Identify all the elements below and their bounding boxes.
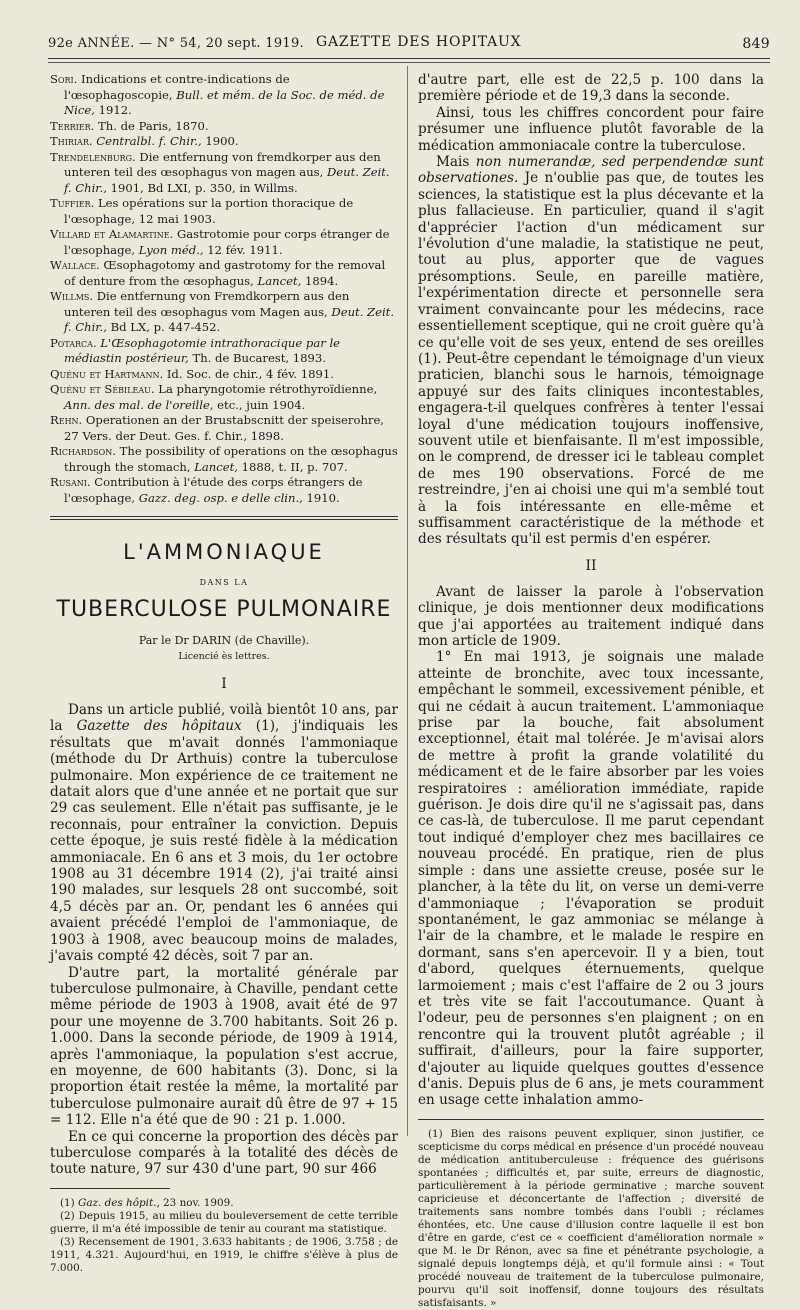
reference-author: Tuffier. [50, 196, 95, 210]
reference-source: Ann. des mal. de l'oreille, [64, 397, 214, 412]
left-footnotes [50, 1197, 398, 1275]
paragraph-text: Avant de laisser la parole à l'observation clinique, je dois mentionner deux modifications que j'ai apportées au traitement indiqué dans mon article de 1909. [418, 583, 764, 649]
reference-source: Lancet, [194, 459, 238, 474]
paragraph-italic: non numerandæ, sed perpendendæ sunt observationes. [418, 154, 765, 187]
reference-author: Terrier. [50, 118, 95, 133]
reference-entry [50, 367, 398, 383]
reference-entry [50, 227, 398, 258]
paragraph [50, 1129, 398, 1178]
paragraph-text: Ainsi, tous les chiffres concordent pour faire présumer une influence plutôt favorable de la médication ammoniacale contre la tuberculose. [418, 104, 764, 154]
reference-author: Sori. [50, 72, 78, 86]
reference-source: Lyon méd., [138, 242, 204, 257]
reference-text: Operationen an der Brustabscnitt der speiserohre, 27 Vers. der Deut. Ges. f. Chir., 1898. [64, 413, 384, 443]
author-credential: Licencié ès lettres. [178, 651, 270, 662]
reference-tail: 1888, t. II, p. 707. [237, 459, 348, 474]
reference-entry [50, 444, 398, 475]
reference-text: Contribution à l'étude des corps étrangers de l'œsophage, [64, 475, 363, 505]
reference-entry [50, 258, 398, 289]
footnote [50, 1236, 398, 1275]
reference-entry [50, 134, 398, 150]
reference-entry [50, 289, 398, 336]
paragraph [418, 584, 764, 650]
paragraph-text: (2) Depuis 1915, au milieu du bouleversement de cette terrible guerre, il m'a été impossible de tenir au courant ma statistique. [50, 1209, 398, 1235]
author-byline: Par le Dr DARIN (de Chaville). [138, 634, 310, 647]
reference-entry [50, 413, 398, 444]
reference-author: Rehn. [50, 413, 83, 427]
page-header [48, 28, 770, 58]
footnote-rule-right [418, 1119, 764, 1120]
reference-text: Th. de Paris, 1870. [94, 118, 209, 133]
reference-source: Lancet, [257, 273, 302, 288]
reference-entry [50, 336, 398, 367]
paragraph-text: Dans un article publié, voilà bientôt 10 ans, par la [50, 702, 398, 735]
paragraph [418, 105, 764, 154]
article-heading [50, 540, 398, 692]
reference-tail: 1901, Bd LXI, p. 350, in Willms. [106, 180, 298, 195]
footnote-rule [50, 1188, 170, 1189]
section-heading-2: II [585, 557, 597, 574]
right-body-bottom [418, 584, 764, 1109]
reference-entry [50, 196, 398, 227]
paragraph [50, 965, 398, 1129]
footnote [50, 1210, 398, 1236]
reference-tail: Th. de Bucarest, 1893. [188, 351, 326, 365]
left-column [50, 72, 398, 1275]
reference-source: Gazz. deg. osp. e delle clin., [138, 490, 303, 505]
article-subtitle: TUBERCULOSE PULMONAIRE [56, 597, 392, 622]
paragraph-text: d'autre part, elle est de 22,5 p. 100 dans la première période et de 19,3 dans la seconde. [418, 72, 764, 105]
section-divider [50, 516, 398, 520]
reference-tail: 12 fév. 1911. [203, 242, 283, 257]
reference-text: Id. Soc. de chir., 4 fév. 1891. [163, 366, 334, 381]
reference-source: Bull. et mém. de la Soc. de méd. de Nice, [64, 87, 385, 117]
issue-info: 92e ANNÉE. — N° 54, 20 sept. 1919. [48, 36, 304, 51]
header-rule [48, 58, 770, 59]
reference-entry [50, 382, 398, 413]
reference-tail: 1894. [301, 273, 339, 288]
paragraph-text: (1) [60, 1196, 79, 1209]
reference-text: Die entfernung von fremdkorper aus den unteren teil des œsophagus von magen aus, [64, 149, 381, 179]
right-body-top [418, 72, 764, 548]
reference-entry [50, 150, 398, 197]
article-title-connector: DANS LA [199, 578, 249, 587]
paragraph-text: D'autre part, la mortalité générale par tuberculose pulmonaire, à Chaville, pendant cette même période de 1903 à 1908, avait été de 97 pour une moyenne de 3.700 habitants. Soit 26 p. 1.000. Dans la seconde période, de 1909 à 1914, après l'ammoniaque, la population s'est accrue, en moyenne, de 600 habitants (3). Donc, si la proportion était restée la même, la mortalité par tuberculose pulmonaire aurait dû être de 97 + 15 = 112. Elle n'a été que de 90 : 21 p. 1.000. [50, 964, 398, 1129]
reference-author: Villard et Alamartine. [50, 227, 174, 241]
paragraph-italic: Gaz. des hôpit., [78, 1196, 160, 1209]
reference-source: L'Œsophagotomie intrathoracique par le médiastin postérieur, [64, 335, 341, 365]
reference-text: La pharyngotomie rétrothyroïdienne, [154, 382, 378, 396]
reference-author: Willms. [50, 289, 94, 303]
reference-text: Indications et contre-indications de l'œsophagoscopie, [64, 72, 290, 102]
paragraph-text: 1° En mai 1913, je soignais une malade atteinte de bronchite, avec toux incessante, empêchant le sommeil, excessivement pénible, et qui ne cédait à aucun traitement. L'ammoniaque prise par la bouche, fait absolument exceptionnel, était mal tolérée. Je m'avisai alors de mettre à profit la grande volatilité du médicament et de le faire absorber par les voies respiratoires : amélioration immédiate, rapide guérison. Je dois dire qu'il ne s'agissait pas, dans ce cas-là, de tuberculose. Il me parut cependant tout indiqué d'employer chez mes bacillaires ce nouveau procédé. En pratique, rien de plus simple : dans une assiette creuse, posée sur le plancher, à la tête du lit, on verse un demi-verre d'ammoniaque ; l'évaporation se produit spontanément, le gaz ammoniac se mélange à l'air de la chambre, et le malade le respire en dormant, sans s'en apercevoir. Il y a bien, tout d'abord, quelques éternuements, quelque larmoiement ; mais c'est l'affaire de 2 ou 3 jours et très vite se fait l'accoutumance. Quant à l'odeur, peu de personnes s'en plaignent ; on en rencontre qui la trouvent plutôt agréable ; il suffirait, d'ailleurs, pour la faire supporter, d'ajouter au liquide quelques gouttes d'essence d'anis. Depuis plus de 6 ans, je mets couramment en usage cette inhalation ammo- [418, 649, 764, 1109]
paragraph-text: (3) Recensement de 1901, 3.633 habitants ; de 1906, 3.758 ; de 1911, 4.321. Aujourd'hui, en 1919, le chiffre s'élève à plus de 7.000. [50, 1235, 398, 1274]
paragraph-text: 23 nov. 1909. [159, 1196, 234, 1209]
article-title: L'AMMONIAQUE [123, 540, 325, 564]
right-column [418, 72, 764, 1310]
footnote [50, 1197, 398, 1210]
reference-tail: 1910. [302, 490, 340, 505]
page-number: 849 [742, 36, 770, 52]
reference-author: Quénu et Hartmann. [50, 366, 164, 381]
reference-author: Quénu et Sébileau. [50, 382, 155, 396]
left-body [50, 702, 398, 1178]
reference-source: Deut. Zeit. f. Chir., [64, 304, 395, 334]
reference-text: Die entfernung von Fremdkorpern aus den unteren teil des œsophagus vom Magen aus, [64, 289, 350, 319]
reference-tail: etc., juin 1904. [213, 397, 306, 412]
reference-text: Gastrotomie pour corps étranger de l'œsophage, [64, 227, 390, 257]
reference-tail: 1912. [94, 103, 132, 117]
paragraph-text: En ce qui concerne la proportion des décès par tuberculose comparés à la totalité des décès de toute nature, 97 sur 430 d'une part, 90 sur 466 [50, 1128, 398, 1178]
reference-author: Potarca. [50, 335, 97, 350]
paragraph [50, 702, 398, 965]
section-heading-1: I [221, 676, 227, 692]
reference-entry [50, 119, 398, 135]
paragraph [418, 72, 764, 105]
paragraph-text: Je n'oublie pas que, de toutes les sciences, la statistique est la plus décevante et la plus fallacieuse. En particulier, quand il s'agit d'apprécier l'action d'un médicament sur l'évolution d'une maladie, la statistique ne peut, tout au plus, apporter que de vagues présomptions. Seule, en pareille matière, l'expérimentation directe et personnelle sera vraiment convaincante pour les médecins, race essentiellement sceptique, qui ne croit guère qu'à ce qu'elle voit de ses yeux, entend de ses oreilles (1). Peut-être cependant le témoignage d'un vieux praticien, blanchi sous le harnois, témoignage appuyé sur des faits cliniques incontestables, engagera-t-il quelques confrères à tenter l'essai loyal d'une médication toujours inoffensive, souvent utile et bienfaisante. Il m'est impossible, on le comprend, de dresser ici le tableau complet de mes 190 observations. Forcé de me restreindre, j'en ai choisi une qui m'a semblé tout à la fois intéressante en elle-même et suffisamment caractéristique de la méthode et des résultats qu'il est permis d'en espérer. [418, 170, 764, 548]
reference-author: Richardson. [50, 444, 116, 458]
header-rule-thin [48, 62, 770, 63]
reference-tail: 1900. [201, 134, 239, 148]
paragraph-text: Mais [436, 154, 476, 171]
reference-source: Deut. Zeit. f. Chir., [64, 165, 390, 195]
paragraph [418, 154, 764, 548]
reference-author: Rusani. [50, 475, 91, 489]
reference-author: Trendelenburg. [50, 149, 136, 164]
paragraph-italic: Gazette des hôpitaux [76, 718, 242, 735]
paragraph-text: (1), j'indiquais les résultats que m'avait donnés l'ammoniaque (méthode du Dr Arthuis) contre la tuberculose pulmonaire. Mon expérience de ce traitement ne datait alors que d'une année et ne portait que sur 29 cas seulement. Elle n'était pas suffisante, je le reconnais, pour entraîner la conviction. Depuis cette époque, je suis resté fidèle à la médication ammoniacale. En 6 ans et 3 mois, du 1er octobre 1908 au 31 décembre 1914 (2), j'ai traité ainsi 190 malades, sur lesquels 28 ont succombé, soit 4,5 décès par an. Or, pendant les 6 années qui avaient précédé l'emploi de l'ammoniaque, de 1903 à 1908, avec beaucoup moins de malades, j'avais compté 42 décès, soit 7 par an. [50, 718, 398, 965]
reference-text: The possibility of operations on the œsophagus through the stomach, [64, 444, 398, 474]
journal-title: GAZETTE DES HOPITAUX [316, 34, 522, 50]
reference-entry [50, 475, 398, 506]
reference-author: Wallace. [50, 258, 100, 272]
paragraph [418, 649, 764, 1108]
bibliography [50, 72, 398, 506]
reference-text: Les opérations sur la portion thoracique de l'œsophage, 12 mai 1903. [64, 196, 354, 226]
reference-author: Thiriar. [50, 134, 93, 148]
reference-text: Œsophagotomy and gastrotomy for the removal of denture from the œsophagus, [64, 258, 386, 288]
reference-entry [50, 72, 398, 119]
reference-source: Centralbl. f. Chir., [96, 134, 202, 148]
right-footnote: (1) Bien des raisons peuvent expliquer, sinon justifier, ce scepticisme du corps médical en présence d'un procédé nouveau de médication antituberculeuse : fréquence des guérisons spontanées ; difficultés et, par suite, erreurs de diagnostic, particulièrement à la période germinative ; marche souvent capricieuse et déconcertante de l'affection ; diversité de traitements sans nombre tombés dans l'oubli ; réclames éhontées, etc. Une cause d'illusion contre laquelle il est bon d'être en garde, c'est ce « coefficient d'amélioration normale » que M. le Dr Rénon, avec sa fine et pénétrante psychologie, a signalé depuis longtemps déjà, et qu'il formule ainsi : « Tout procédé nouveau de traitement de la tuberculose pulmonaire, pourvu qu'il soit inoffensif, donne toujours des résultats satisfaisants. » [418, 1127, 764, 1309]
column-divider [407, 66, 408, 1136]
reference-tail: Bd LX, p. 447-452. [106, 320, 221, 334]
